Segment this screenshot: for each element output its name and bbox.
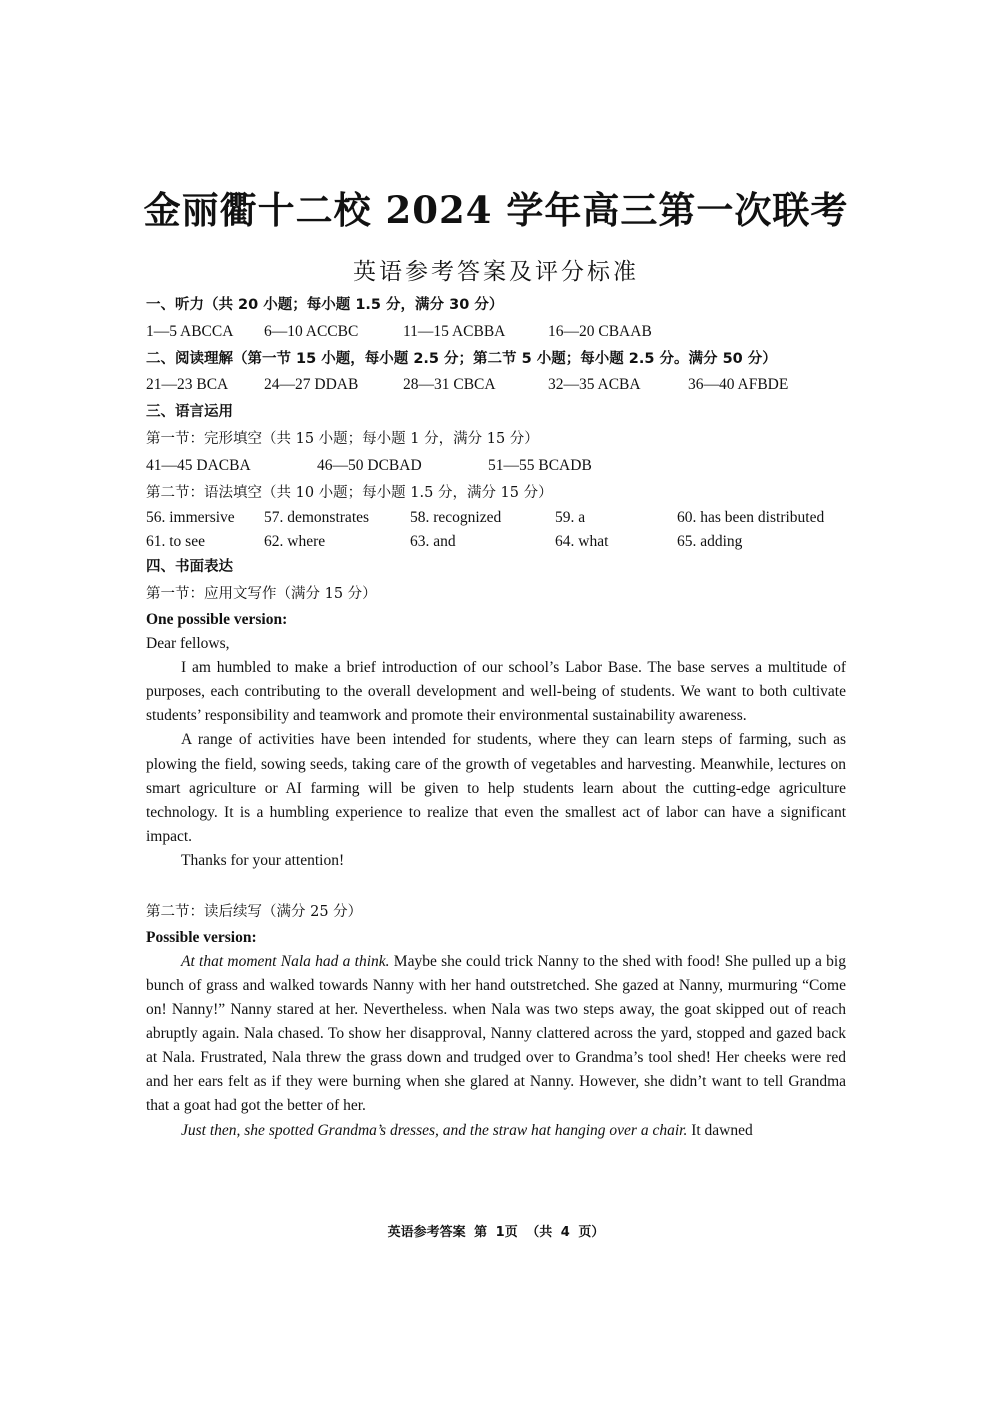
- version-label: Possible version:: [146, 928, 257, 946]
- closing-line: Thanks for your attention!: [181, 851, 345, 869]
- grammar-answer: 56. immersive: [146, 509, 235, 527]
- answer-group: 36—40 AFBDE: [688, 376, 789, 394]
- answer-group: 16—20 CBAAB: [548, 322, 652, 340]
- grammar-answer: 63. and: [410, 533, 456, 551]
- reading-answers: [146, 372, 846, 399]
- answer-group: 46—50 DCBAD: [317, 456, 422, 474]
- grammar-answers-row-1: [146, 506, 846, 530]
- continuation-writing-heading: 第二节：读后续写（满分 25 分）: [146, 904, 363, 920]
- cloze-heading: 第一节：完形填空（共 15 小题；每小题 1 分，满分 15 分）: [146, 430, 539, 447]
- answer-group: 32—35 ACBA: [548, 376, 641, 394]
- answer-group: 24—27 DDAB: [264, 376, 359, 394]
- answer-content: [146, 292, 846, 1143]
- grammar-answer: 65. adding: [677, 533, 743, 551]
- answer-group: 1—5 ABCCA: [146, 322, 234, 340]
- grammar-answer: 58. recognized: [410, 509, 502, 527]
- answer-group: 28—31 CBCA: [403, 376, 496, 394]
- story-paragraph: [146, 1119, 846, 1143]
- grammar-answer: 64. what: [555, 533, 609, 551]
- salutation: Dear fellows,: [146, 635, 230, 653]
- story-text: Maybe she could trick Nanny to the shed with food! She pulled up a big bunch of grass and walked towards Nanny with her hand outstretched. She gazed at Nanny, murmuring “Come on! Nanny!” Nanny stared at her. Nevertheless. when Nala was two steps away, the goat skipped out of reach abruptly again. Nala chased. To show her disapproval, Nanny clattered across the yard, stopped and gazed back at Nala. Frustrated, Nala threw the grass down and trudged over to Grandma’s tool shed! Her cheeks were red and her ears felt as if they were burning when she glared at Nanny. However, she didn’t want to tell Grandma that a goat had got the better of her.: [146, 952, 846, 1115]
- grammar-heading: 第二节：语法填空（共 10 小题；每小题 1.5 分，满分 15 分）: [146, 484, 553, 501]
- prompt-sentence: Just then, she spotted Grandma’s dresses, and the straw hat hanging over a chair.: [181, 1121, 688, 1139]
- version-label: One possible version:: [146, 610, 288, 628]
- story-text: It dawned: [687, 1121, 753, 1139]
- writing-heading: 四、书面表达: [146, 559, 233, 576]
- prompt-sentence: At that moment Nala had a think.: [181, 952, 390, 970]
- page-title: 金丽衢十二校 2024 学年高三第一次联考: [143, 188, 849, 232]
- answer-group: 6—10 ACCBC: [264, 322, 359, 340]
- language-heading: 三、语言运用: [146, 404, 233, 421]
- listening-answers: [146, 319, 846, 346]
- grammar-answers-row-2: [146, 530, 846, 554]
- page-footer: 英语参考答案 第 1页 （共 4 页）: [387, 1225, 605, 1240]
- grammar-answer: 62. where: [264, 533, 326, 551]
- grammar-answer: 61. to see: [146, 533, 205, 551]
- essay-paragraph: A range of activities have been intended for students, where they can learn steps of farming, such as plowing the field, sowing seeds, taking care of the growth of vegetables and harvesting. Meanwhile, lectures on smart agriculture or AI farming will be given to help students learn about the cutting-edge agriculture technology. It is a humbling experience to realize that even the smallest act of labor can have a significant impact.: [146, 731, 846, 845]
- answer-group: 11—15 ACBBA: [403, 322, 506, 340]
- answer-group: 41—45 DACBA: [146, 456, 251, 474]
- answer-group: 21—23 BCA: [146, 376, 229, 394]
- page-subtitle: 英语参考答案及评分标准: [353, 259, 639, 285]
- grammar-answer: 59. a: [555, 509, 586, 527]
- grammar-answer: 60. has been distributed: [677, 509, 825, 527]
- cloze-answers: [146, 453, 846, 480]
- listening-heading: 一、听力（共 20 小题；每小题 1.5 分，满分 30 分）: [146, 297, 504, 313]
- story-paragraph: [146, 950, 846, 1119]
- essay-paragraph: I am humbled to make a brief introduction of our school’s Labor Base. The base serves a multitude of purposes, each contributing to the overall development and well-being of students. We want to both cultivate students’ responsibility and teamwork and promote their environmental sustainability awareness.: [146, 659, 846, 725]
- practical-writing-heading: 第一节：应用文写作（满分 15 分）: [146, 586, 377, 603]
- grammar-answer: 57. demonstrates: [264, 509, 370, 527]
- answer-group: 51—55 BCADB: [488, 456, 592, 474]
- reading-heading: 二、阅读理解（第一节 15 小题，每小题 2.5 分；第二节 5 小题；每小题 2.5 分。满分 50 分）: [146, 350, 777, 367]
